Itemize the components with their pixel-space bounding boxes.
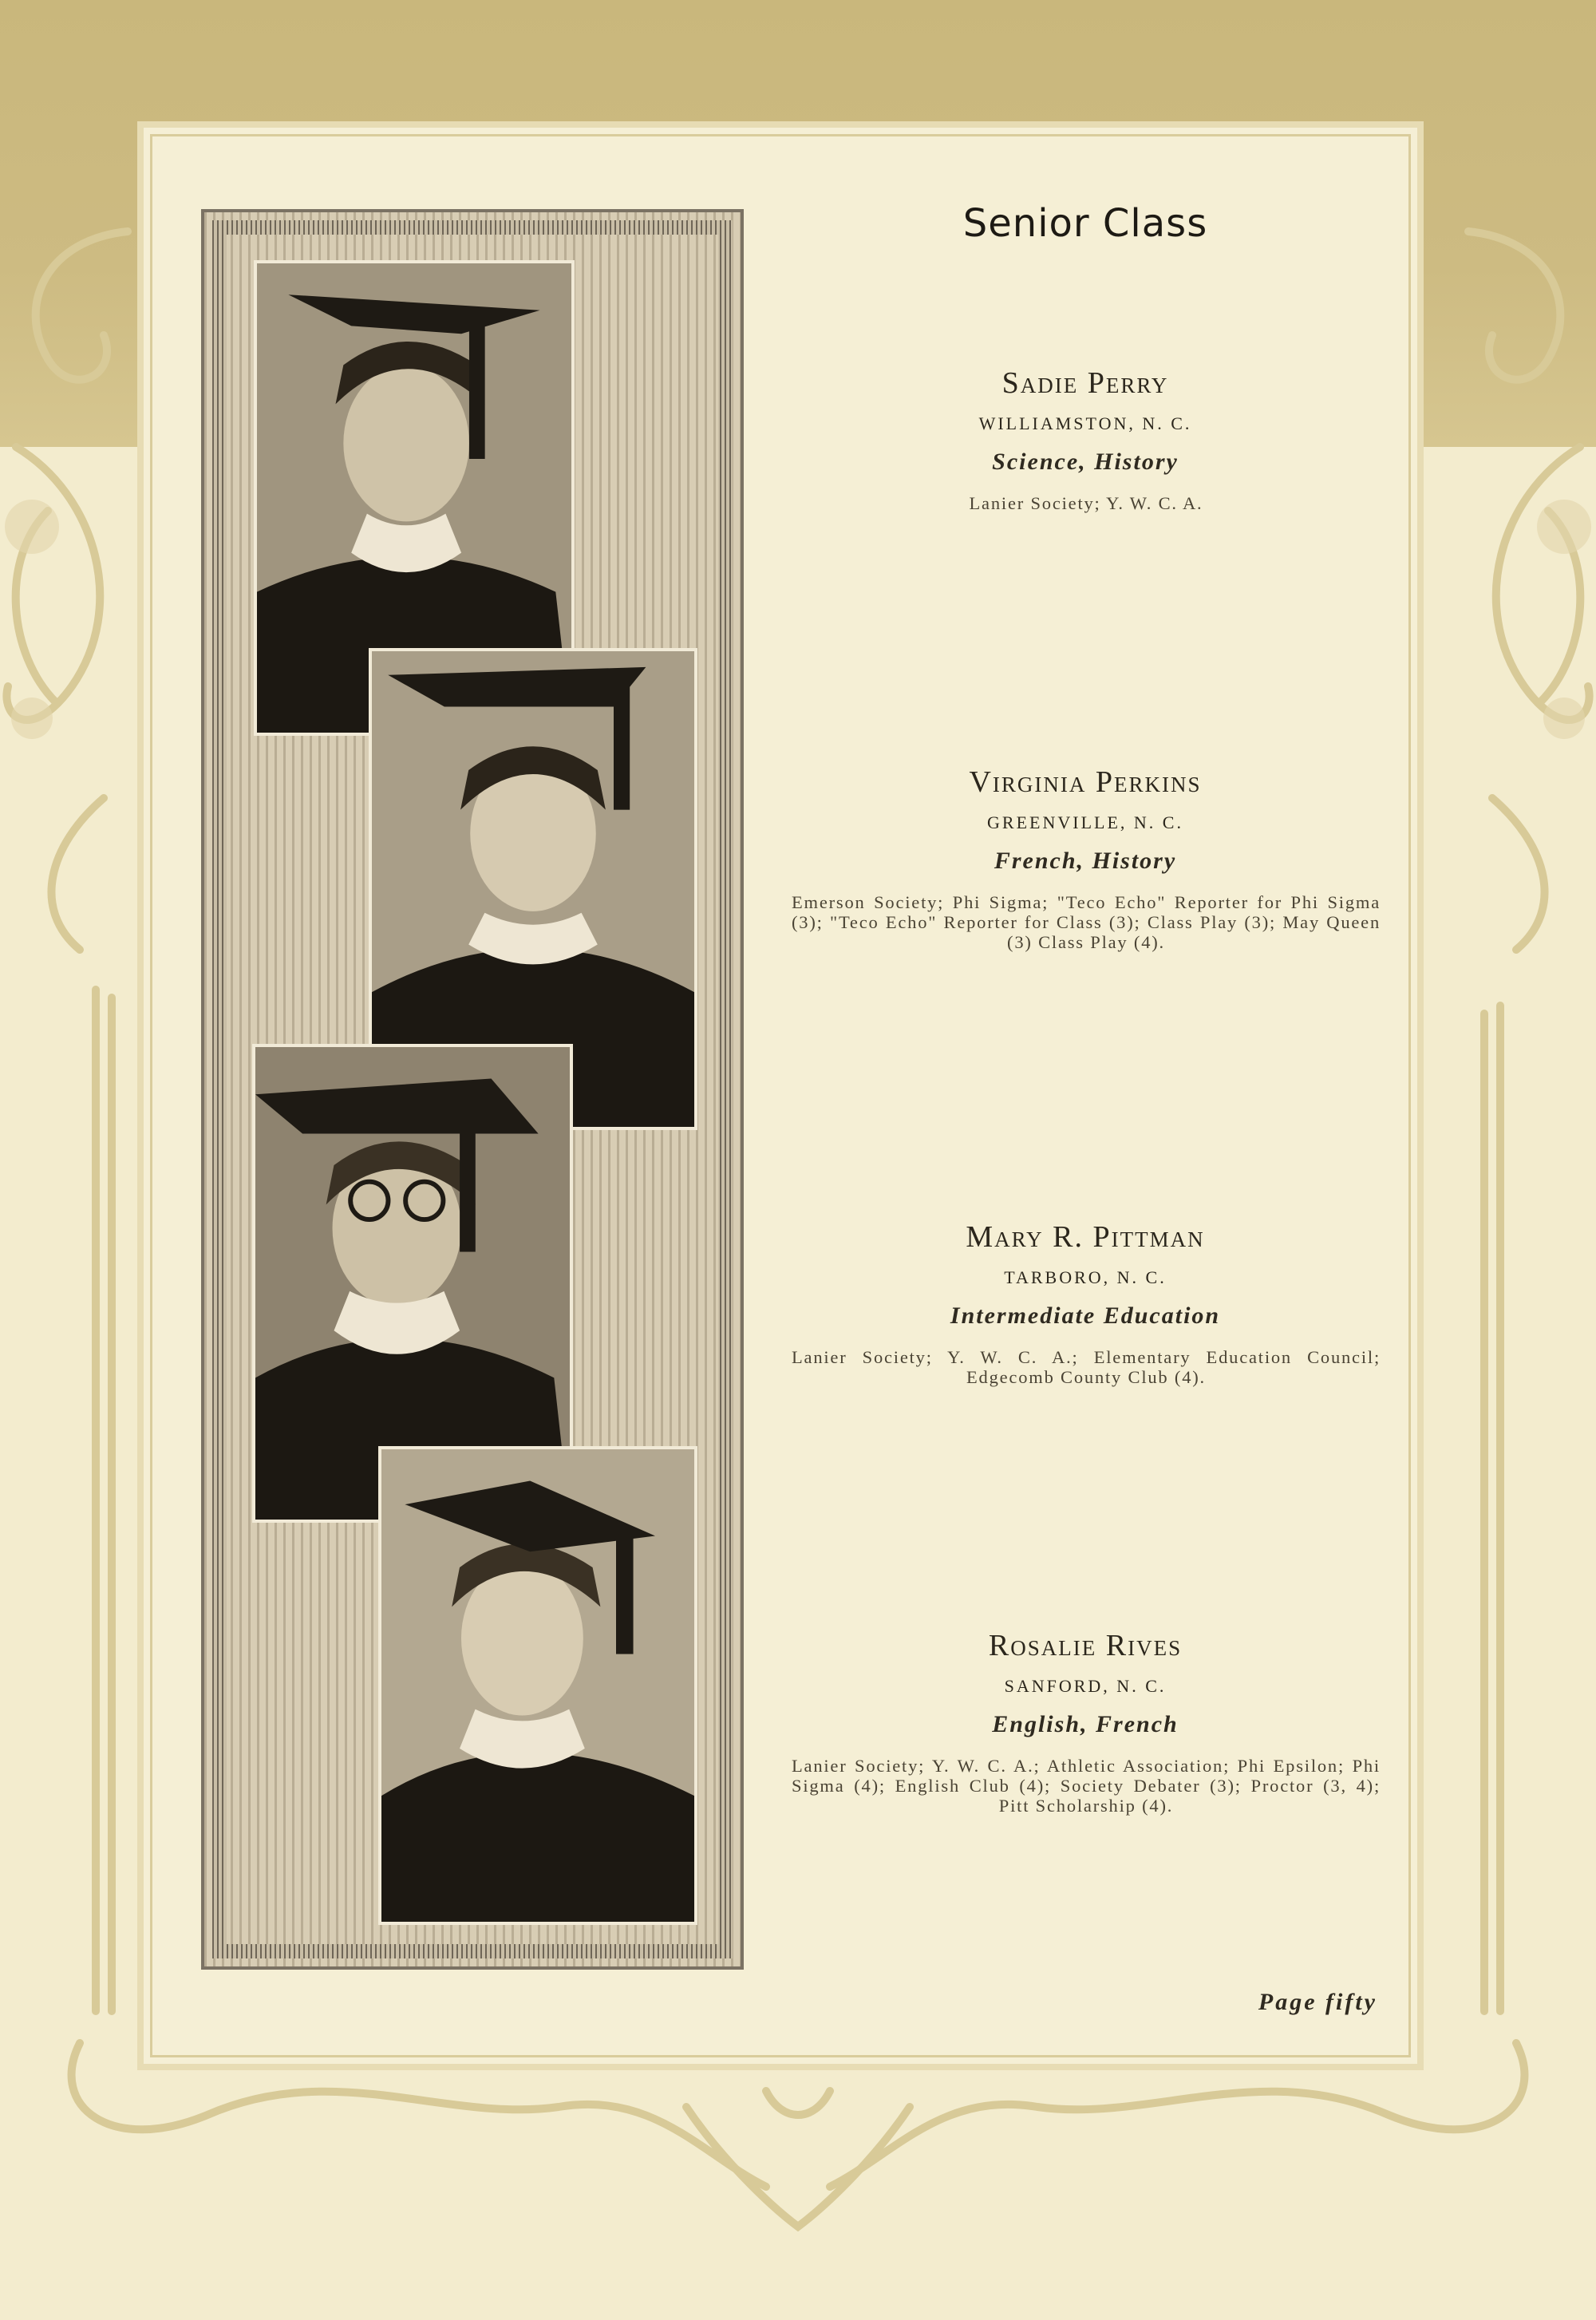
senior-major: Science, History (992, 449, 1179, 475)
senior-hometown: SANFORD, N. C. (1004, 1676, 1167, 1696)
senior-name: Virginia Perkins (969, 765, 1202, 799)
senior-major: English, French (992, 1711, 1179, 1737)
senior-major: French, History (994, 848, 1177, 874)
senior-name: Rosalie Rives (988, 1629, 1183, 1662)
senior-major: Intermediate Education (950, 1302, 1221, 1329)
senior-hometown: TARBORO, N. C. (1004, 1267, 1167, 1287)
senior-activities: Emerson Society; Phi Sigma; "Teco Echo" Reporter for Phi Sigma (3); "Teco Echo" Reporter for Class (3); Class Play (3); May Queen (3) Class Play (4). (792, 892, 1381, 952)
senior-hometown: GREENVILLE, N. C. (987, 812, 1183, 832)
senior-activities: Lanier Society; Y. W. C. A. (969, 493, 1203, 513)
senior-entry-3 (790, 1219, 1381, 1387)
senior-entry-4 (790, 1628, 1381, 1816)
portrait-photo-4 (378, 1446, 697, 1925)
senior-activities: Lanier Society; Y. W. C. A.; Elementary Education Council; Edgecomb County Club (4). (792, 1347, 1381, 1387)
senior-name: Mary R. Pittman (966, 1220, 1205, 1254)
page-number: Page fifty (1258, 1989, 1377, 2015)
senior-entry-1 (790, 366, 1381, 513)
senior-activities: Lanier Society; Y. W. C. A.; Athletic Association; Phi Epsilon; Phi Sigma (4); English Club (4); Society Debater (3); Proctor (3, 4); Pitt Scholarship (4). (792, 1756, 1381, 1816)
senior-name: Sadie Perry (1001, 366, 1169, 400)
page-heading: Senior Class (962, 201, 1208, 246)
senior-hometown: WILLIAMSTON, N. C. (978, 413, 1192, 433)
senior-entry-2 (790, 765, 1381, 952)
